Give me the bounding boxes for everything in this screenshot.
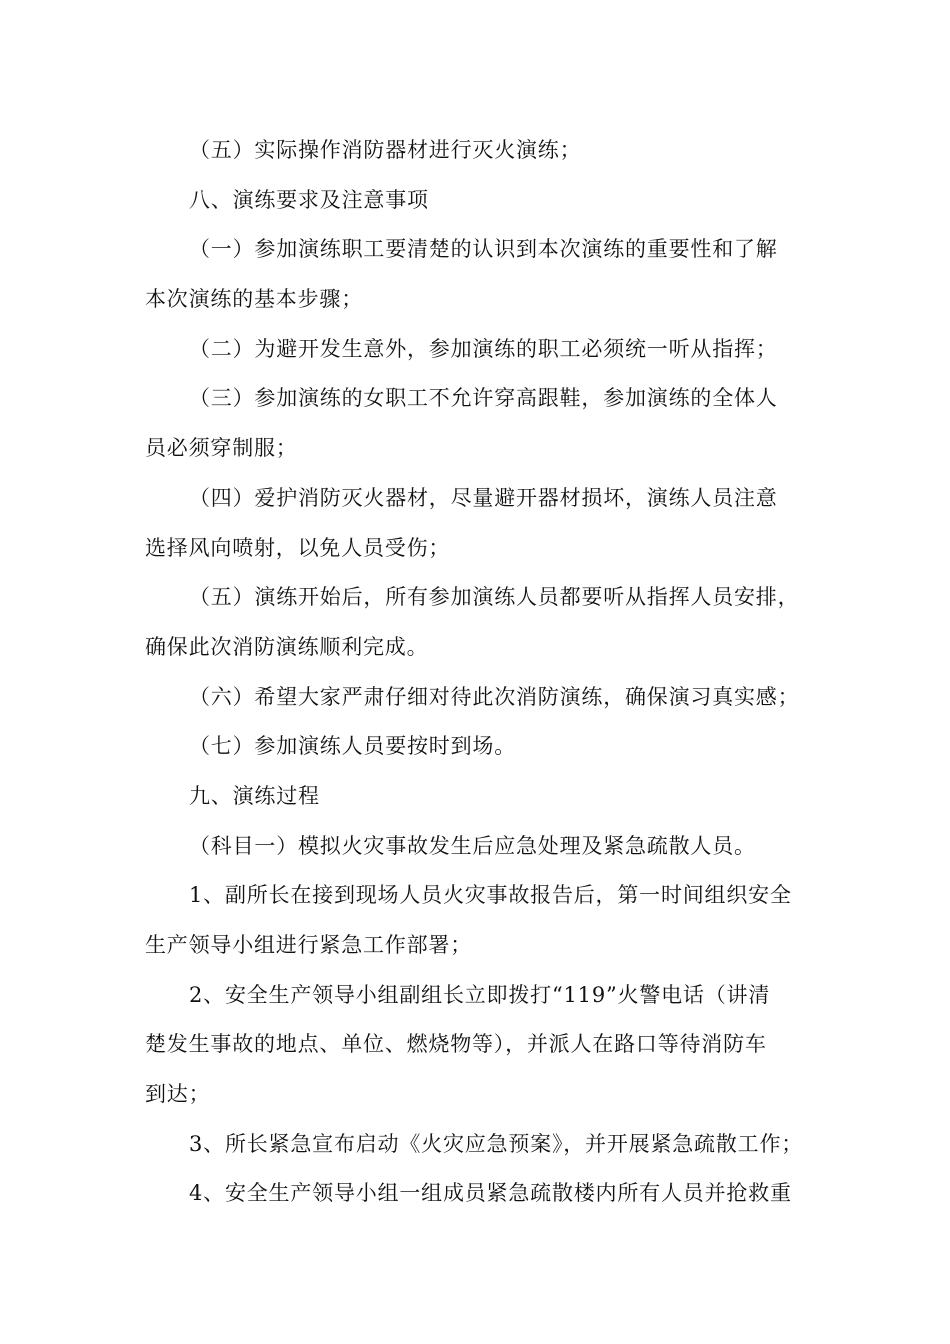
paragraph-line: （一）参加演练职工要清楚的认识到本次演练的重要性和了解 bbox=[189, 237, 778, 262]
paragraph-line: 生产领导小组进行紧急工作部署； bbox=[145, 933, 472, 957]
paragraph-line: 2、安全生产领导小组副组长立即拨打“119”火警电话（讲清 bbox=[189, 982, 771, 1007]
document-body bbox=[145, 126, 817, 1219]
paragraph-line: （六）希望大家严肃仔细对待此次消防演练，确保演习真实感； bbox=[189, 684, 800, 709]
section-heading: 八、演练要求及注意事项 bbox=[189, 187, 429, 212]
paragraph-line: 楚发生事故的地点、单位、燃烧物等），并派人在路口等待消防车 bbox=[145, 1032, 767, 1057]
section-heading: 九、演练过程 bbox=[189, 783, 320, 808]
paragraph-line: 1、副所长在接到现场人员火灾事故报告后，第一时间组织安全 bbox=[189, 883, 792, 908]
paragraph-line: 员必须穿制服； bbox=[145, 436, 298, 461]
paragraph-line: 4、安全生产领导小组一组成员紧急疏散楼内所有人员并抢救重 bbox=[189, 1181, 792, 1206]
paragraph-line: 3、所长紧急宣布启动《火灾应急预案》，并开展紧急疏散工作； bbox=[189, 1131, 804, 1156]
paragraph-line: 确保此次消防演练顺利完成。 bbox=[145, 634, 429, 659]
paragraph-line: （五）实际操作消防器材进行灭火演练； bbox=[189, 138, 582, 162]
paragraph-line: 本次演练的基本步骤； bbox=[145, 287, 363, 312]
paragraph-line: （四）爱护消防灭火器材，尽量避开器材损坏，演练人员注意 bbox=[189, 485, 778, 510]
paragraph-line: （五）演练开始后，所有参加演练人员都要听从指挥人员安排， bbox=[189, 585, 800, 610]
paragraph-line: （三）参加演练的女职工不允许穿高跟鞋，参加演练的全体人 bbox=[189, 386, 778, 411]
paragraph-line: （科目一）模拟火灾事故发生后应急处理及紧急疏散人员。 bbox=[189, 833, 756, 858]
paragraph-line: （七）参加演练人员要按时到场。 bbox=[189, 734, 516, 759]
paragraph-line: 选择风向喷射，以免人员受伤； bbox=[145, 535, 451, 560]
paragraph-line: 到达； bbox=[145, 1082, 211, 1107]
paragraph-line: （二）为避开发生意外，参加演练的职工必须统一听从指挥； bbox=[189, 336, 778, 361]
